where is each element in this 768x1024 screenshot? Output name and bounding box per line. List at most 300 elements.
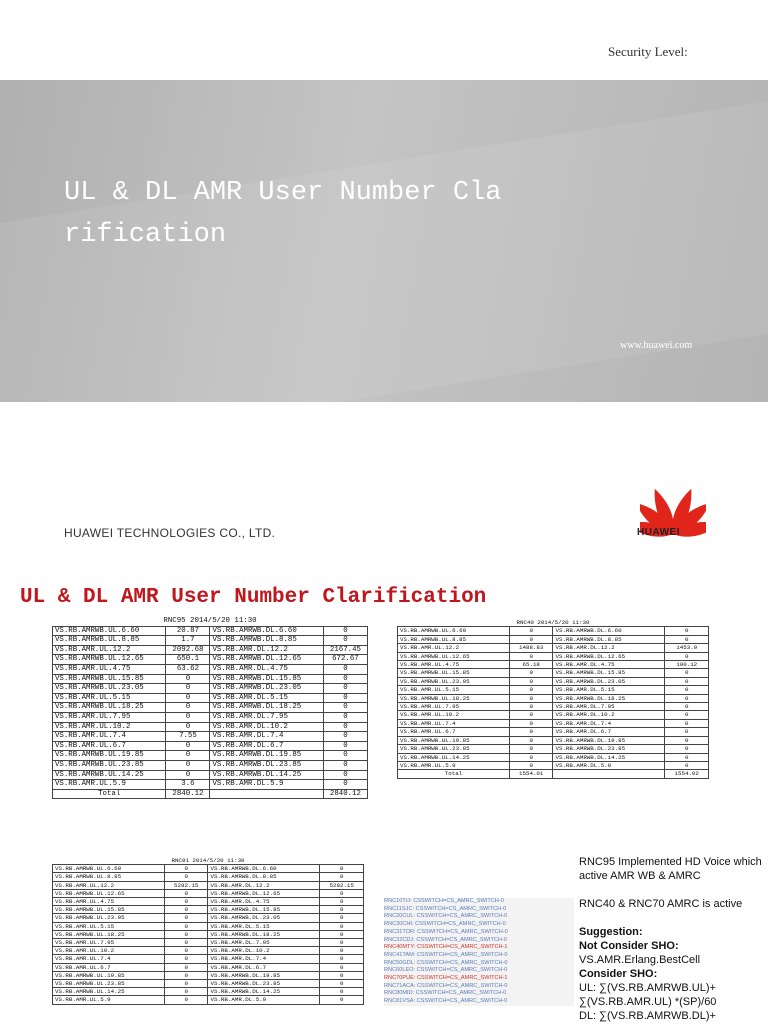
counter-name-cell: VS.RB.AMR.DL.5.9: [208, 996, 320, 1004]
note-ul-formula-2: ∑(VS.RB.AMR.UL) *(SP)/60: [579, 996, 717, 1008]
counter-value-cell: 0: [665, 635, 709, 643]
counter-name-cell: VS.RB.AMRWB.DL.23.05: [208, 914, 320, 922]
counter-name-cell: VS.RB.AMRWB.DL.23.05: [553, 677, 665, 685]
counter-name-cell: VS.RB.AMRWB.UL.14.25: [53, 770, 166, 780]
table-row: [53, 906, 364, 914]
counter-name-cell: VS.RB.AMRWB.DL.15.85: [210, 674, 323, 684]
counter-value-cell: 0: [323, 664, 367, 674]
table-row: [53, 996, 364, 1004]
counter-name-cell: VS.RB.AMRWB.DL.8.85: [208, 873, 320, 881]
counter-value-cell: 0: [323, 760, 367, 770]
counter-name-cell: VS.RB.AMRWB.UL.6.60: [53, 865, 165, 873]
counter-value-cell: 1488.83: [509, 644, 553, 652]
counter-value-cell: 0: [320, 947, 364, 955]
counter-name-cell: VS.RB.AMR.DL.7.95: [553, 703, 665, 711]
counter-name-cell: VS.RB.AMR.UL.7.95: [53, 712, 166, 722]
counter-value-cell: 0: [166, 693, 210, 703]
counter-value-cell: 0: [665, 669, 709, 677]
counter-value-cell: 0: [323, 703, 367, 713]
note-erlang: VS.AMR.Erlang.BestCell: [579, 954, 701, 966]
counter-name-cell: VS.RB.AMRWB.UL.8.85: [398, 635, 510, 643]
counter-value-cell: 0: [509, 719, 553, 727]
counter-name-cell: VS.RB.AMR.UL.10.2: [53, 722, 166, 732]
counter-value-cell: 0: [509, 694, 553, 702]
counter-name-cell: VS.RB.AMRWB.DL.23.85: [208, 980, 320, 988]
table-row: [398, 719, 709, 727]
counter-name-cell: VS.RB.AMR.DL.6.7: [208, 963, 320, 971]
counter-value-cell: 0: [509, 703, 553, 711]
counter-value-cell: 0: [320, 906, 364, 914]
cover-banner: [0, 80, 768, 402]
counter-name-cell: VS.RB.AMRWB.DL.19.85: [208, 971, 320, 979]
table-row: [53, 963, 364, 971]
counter-name-cell: VS.RB.AMR.DL.12.2: [553, 644, 665, 652]
counter-name-cell: VS.RB.AMRWB.UL.12.65: [53, 655, 166, 665]
counter-value-cell: 0: [164, 988, 208, 996]
counter-name-cell: VS.RB.AMR.UL.6.7: [53, 741, 166, 751]
counter-name-cell: VS.RB.AMR.UL.12.2: [53, 881, 165, 889]
counter-value-cell: 0: [323, 751, 367, 761]
csswitch-line: RNC10TIJ: CSSWITCH=CS_AMRC_SWITCH-0: [384, 898, 504, 904]
counter-value-cell: 0: [320, 873, 364, 881]
table-row: [53, 693, 368, 703]
counter-value-cell: 0: [323, 780, 367, 790]
table-row: [398, 677, 709, 685]
counter-value-cell: 1.7: [166, 636, 210, 646]
counter-name-cell: VS.RB.AMRWB.DL.12.65: [553, 652, 665, 660]
counter-value-cell: 100.12: [665, 661, 709, 669]
note-hd-voice: RNC95 Implemented HD Voice which active AMR WB & AMRC: [579, 856, 762, 882]
counter-name-cell: VS.RB.AMRWB.UL.19.85: [53, 971, 165, 979]
counter-name-cell: VS.RB.AMR.UL.5.15: [53, 922, 165, 930]
counter-value-cell: 0: [665, 719, 709, 727]
counter-name-cell: [210, 789, 323, 799]
counter-name-cell: VS.RB.AMR.UL.5.15: [53, 693, 166, 703]
counter-value-cell: 5292.15: [320, 881, 364, 889]
counter-value-cell: 0: [665, 711, 709, 719]
table-row: [53, 626, 368, 636]
table-row: [53, 741, 368, 751]
rnc40-table: [397, 619, 709, 779]
table-row: [53, 751, 368, 761]
counter-value-cell: 0: [323, 732, 367, 742]
counter-value-cell: 65.18: [509, 661, 553, 669]
table-row: [398, 652, 709, 660]
counter-value-cell: 0: [509, 736, 553, 744]
counter-value-cell: 0: [323, 626, 367, 636]
table-row: [53, 971, 364, 979]
counter-value-cell: 0: [166, 722, 210, 732]
table-row: [53, 732, 368, 742]
counter-name-cell: VS.RB.AMR.DL.12.2: [208, 881, 320, 889]
note-amrc: RNC40 & RNC70 AMRC is active: [579, 898, 743, 910]
counter-value-cell: 0: [166, 703, 210, 713]
counter-value-cell: 0: [509, 711, 553, 719]
counter-name-cell: VS.RB.AMR.DL.5.9: [210, 780, 323, 790]
table-row: [53, 922, 364, 930]
counter-value-cell: 0: [320, 980, 364, 988]
counter-name-cell: VS.RB.AMR.UL.4.75: [398, 661, 510, 669]
counter-value-cell: 0: [323, 636, 367, 646]
counter-value-cell: 0: [164, 996, 208, 1004]
csswitch-line: RNC20CUL: CSSWITCH=CS_AMRC_SWITCH-0: [384, 913, 508, 920]
counter-value-cell: 0: [665, 736, 709, 744]
counter-name-cell: VS.RB.AMR.UL.7.4: [53, 732, 166, 742]
table-row: [53, 684, 368, 694]
table-row: [398, 627, 709, 635]
counter-value-cell: 0: [665, 686, 709, 694]
counter-name-cell: VS.RB.AMRWB.DL.6.60: [208, 865, 320, 873]
counter-name-cell: VS.RB.AMR.DL.4.75: [210, 664, 323, 674]
counter-name-cell: VS.RB.AMRWB.UL.12.65: [53, 889, 165, 897]
counter-name-cell: VS.RB.AMRWB.UL.18.25: [53, 703, 166, 713]
counter-value-cell: 63.62: [166, 664, 210, 674]
table-caption: RNC91 2014/5/20 11:30: [53, 857, 364, 865]
counter-value-cell: 0: [509, 753, 553, 761]
table-row: [53, 898, 364, 906]
counter-value-cell: 0: [320, 963, 364, 971]
counter-value-cell: 0: [320, 939, 364, 947]
cover-url: www.huawei.com: [620, 340, 693, 351]
counter-value-cell: 0: [509, 677, 553, 685]
note-consider-sho: Consider SHO:: [579, 968, 658, 980]
counter-name-cell: VS.RB.AMRWB.UL.8.85: [53, 873, 165, 881]
counter-value-cell: 3.6: [166, 780, 210, 790]
counter-name-cell: VS.RB.AMRWB.UL.23.05: [398, 677, 510, 685]
counter-value-cell: 0: [320, 988, 364, 996]
table-row: [53, 645, 368, 655]
counter-name-cell: VS.RB.AMRWB.UL.15.85: [53, 674, 166, 684]
counter-name-cell: VS.RB.AMRWB.DL.14.25: [210, 770, 323, 780]
table-row: [53, 712, 368, 722]
table-row: [53, 674, 368, 684]
counter-name-cell: [553, 770, 665, 778]
counter-value-cell: 0: [320, 971, 364, 979]
counter-name-cell: VS.RB.AMR.UL.5.9: [53, 996, 165, 1004]
table-caption: RNC95 2014/5/20 11:30: [53, 617, 368, 626]
rnc91-table: [52, 857, 364, 1005]
counter-name-cell: VS.RB.AMRWB.DL.8.85: [210, 636, 323, 646]
counter-name-cell: VS.RB.AMRWB.UL.23.85: [398, 745, 510, 753]
counter-name-cell: Total: [53, 789, 166, 799]
counter-value-cell: 0: [665, 627, 709, 635]
counter-name-cell: VS.RB.AMR.UL.7.95: [398, 703, 510, 711]
counter-value-cell: 0: [665, 728, 709, 736]
counter-name-cell: VS.RB.AMR.DL.6.7: [210, 741, 323, 751]
csswitch-line: RNC81VSA: CSSWITCH=CS_AMRC_SWITCH-0: [384, 998, 508, 1005]
counter-name-cell: VS.RB.AMR.UL.6.7: [398, 728, 510, 736]
counter-value-cell: 5292.15: [164, 881, 208, 889]
counter-value-cell: 0: [509, 635, 553, 643]
counter-name-cell: VS.RB.AMRWB.UL.18.25: [53, 930, 165, 938]
counter-value-cell: 0: [665, 703, 709, 711]
counter-value-cell: 0: [164, 963, 208, 971]
table-caption: RNC40 2014/5/20 11:30: [398, 619, 709, 627]
counter-value-cell: 0: [320, 914, 364, 922]
counter-value-cell: 0: [166, 674, 210, 684]
counter-value-cell: 2167.45: [323, 645, 367, 655]
counter-name-cell: VS.RB.AMRWB.DL.6.60: [553, 627, 665, 635]
counter-name-cell: VS.RB.AMR.DL.7.95: [210, 712, 323, 722]
table-row: [53, 703, 368, 713]
table-row: [398, 661, 709, 669]
counter-value-cell: 2092.68: [166, 645, 210, 655]
counter-name-cell: VS.RB.AMR.DL.7.4: [208, 955, 320, 963]
csswitch-list: [384, 898, 574, 1006]
counter-name-cell: VS.RB.AMRWB.DL.23.85: [210, 760, 323, 770]
counter-name-cell: VS.RB.AMR.UL.7.4: [53, 955, 165, 963]
counter-value-cell: 0: [509, 728, 553, 736]
counter-value-cell: 2840.12: [323, 789, 367, 799]
counter-name-cell: Total: [398, 770, 510, 778]
counter-name-cell: VS.RB.AMR.DL.5.9: [553, 761, 665, 769]
counter-name-cell: VS.RB.AMRWB.DL.18.25: [208, 930, 320, 938]
counter-name-cell: VS.RB.AMR.DL.6.7: [553, 728, 665, 736]
counter-value-cell: 7.55: [166, 732, 210, 742]
counter-value-cell: 0: [166, 741, 210, 751]
counter-value-cell: 0: [166, 684, 210, 694]
note-not-consider-sho: Not Consider SHO:: [579, 940, 679, 952]
counter-value-cell: 0: [164, 939, 208, 947]
counter-name-cell: VS.RB.AMRWB.DL.18.25: [210, 703, 323, 713]
table-row: [398, 711, 709, 719]
counter-value-cell: 650.1: [166, 655, 210, 665]
counter-value-cell: 0: [323, 741, 367, 751]
counter-value-cell: 0: [323, 693, 367, 703]
note-suggestion: Suggestion:: [579, 926, 643, 938]
rnc95-table: [52, 617, 368, 799]
table-row: [53, 939, 364, 947]
counter-name-cell: VS.RB.AMRWB.UL.23.85: [53, 980, 165, 988]
counter-name-cell: VS.RB.AMRWB.DL.8.85: [553, 635, 665, 643]
counter-value-cell: 0: [166, 751, 210, 761]
table-row: [53, 770, 368, 780]
counter-value-cell: 0: [509, 627, 553, 635]
counter-name-cell: VS.RB.AMR.UL.12.2: [53, 645, 166, 655]
table-row: [398, 635, 709, 643]
counter-value-cell: 0: [509, 686, 553, 694]
counter-name-cell: VS.RB.AMR.DL.10.2: [210, 722, 323, 732]
counter-value-cell: 0: [164, 906, 208, 914]
counter-name-cell: VS.RB.AMR.UL.10.2: [53, 947, 165, 955]
counter-value-cell: 1453.9: [665, 644, 709, 652]
table-row: [53, 889, 364, 897]
counter-name-cell: VS.RB.AMR.DL.7.4: [553, 719, 665, 727]
counter-name-cell: VS.RB.AMRWB.DL.6.60: [210, 626, 323, 636]
counter-value-cell: 0: [320, 865, 364, 873]
notes-panel: [579, 855, 764, 1023]
table-row: [398, 694, 709, 702]
counter-name-cell: VS.RB.AMRWB.UL.6.60: [398, 627, 510, 635]
csswitch-line: RNC60LEO: CSSWITCH=CS_AMRC_SWITCH-0: [384, 967, 508, 974]
counter-value-cell: 0: [164, 873, 208, 881]
counter-value-cell: 0: [665, 652, 709, 660]
table-row: [398, 686, 709, 694]
table-row: [53, 722, 368, 732]
counter-value-cell: 0: [166, 760, 210, 770]
counter-name-cell: VS.RB.AMR.DL.10.2: [553, 711, 665, 719]
counter-name-cell: VS.RB.AMRWB.DL.15.85: [553, 669, 665, 677]
counter-name-cell: VS.RB.AMR.UL.4.75: [53, 664, 166, 674]
csswitch-line: RNC11SJC: CSSWITCH=CS_AMRC_SWITCH-0: [384, 905, 507, 912]
counter-value-cell: 0: [323, 712, 367, 722]
counter-value-cell: 0: [665, 694, 709, 702]
counter-name-cell: VS.RB.AMR.DL.5.15: [208, 922, 320, 930]
table-row: [53, 780, 368, 790]
table-row: [53, 914, 364, 922]
counter-value-cell: 0: [509, 652, 553, 660]
counter-name-cell: VS.RB.AMR.UL.4.75: [53, 898, 165, 906]
table-row: [53, 760, 368, 770]
csswitch-line: RNC31TOR: CSSWITCH=CS_AMRC_SWITCH-0: [384, 928, 508, 935]
counter-value-cell: 0: [166, 770, 210, 780]
counter-value-cell: 0: [320, 930, 364, 938]
table-row: [53, 947, 364, 955]
counter-value-cell: 0: [164, 947, 208, 955]
counter-value-cell: 0: [323, 674, 367, 684]
counter-value-cell: 0: [665, 753, 709, 761]
table-row: [398, 753, 709, 761]
table-row: [398, 736, 709, 744]
table-row: [53, 655, 368, 665]
counter-name-cell: VS.RB.AMRWB.UL.23.05: [53, 684, 166, 694]
counter-name-cell: VS.RB.AMRWB.DL.12.65: [210, 655, 323, 665]
counter-name-cell: VS.RB.AMR.UL.5.15: [398, 686, 510, 694]
counter-name-cell: VS.RB.AMRWB.UL.19.85: [398, 736, 510, 744]
counter-value-cell: 0: [665, 761, 709, 769]
counter-name-cell: VS.RB.AMR.UL.10.2: [398, 711, 510, 719]
counter-name-cell: VS.RB.AMRWB.DL.18.25: [553, 694, 665, 702]
counter-value-cell: 0: [323, 722, 367, 732]
csswitch-line: RNC41TAM: CSSWITCH=CS_AMRC_SWITCH-0: [384, 951, 508, 958]
counter-value-cell: 0: [164, 971, 208, 979]
counter-name-cell: VS.RB.AMR.DL.4.75: [208, 898, 320, 906]
table-row: [398, 644, 709, 652]
counter-name-cell: VS.RB.AMR.DL.7.4: [210, 732, 323, 742]
table-row: [53, 955, 364, 963]
slide-title: UL & DL AMR User Number Clarification: [20, 586, 487, 609]
counter-name-cell: VS.RB.AMRWB.UL.15.85: [398, 669, 510, 677]
table-row: [398, 728, 709, 736]
counter-name-cell: VS.RB.AMRWB.DL.15.85: [208, 906, 320, 914]
counter-name-cell: VS.RB.AMR.DL.4.75: [553, 661, 665, 669]
counter-value-cell: 0: [164, 914, 208, 922]
table-row: [53, 664, 368, 674]
counter-name-cell: VS.RB.AMR.UL.5.9: [398, 761, 510, 769]
counter-name-cell: VS.RB.AMRWB.DL.12.65: [208, 889, 320, 897]
counter-value-cell: 0: [164, 930, 208, 938]
counter-name-cell: VS.RB.AMRWB.UL.6.60: [53, 626, 166, 636]
csswitch-line: RNC70PUE: CSSWITCH=CS_AMRC_SWITCH-1: [384, 975, 508, 982]
counter-value-cell: 0: [164, 922, 208, 930]
note-dl-formula-1: DL: ∑(VS.RB.AMRWB.DL)+: [579, 1010, 716, 1022]
table-row: [53, 873, 364, 881]
counter-name-cell: VS.RB.AMRWB.DL.14.25: [553, 753, 665, 761]
counter-name-cell: VS.RB.AMRWB.UL.18.25: [398, 694, 510, 702]
counter-name-cell: VS.RB.AMRWB.UL.23.85: [53, 760, 166, 770]
csswitch-line: RNC71ACA: CSSWITCH=CS_AMRC_SWITCH-0: [384, 982, 508, 989]
counter-name-cell: VS.RB.AMRWB.UL.19.85: [53, 751, 166, 761]
cover-title: UL & DL AMR User Number Cla rification: [64, 178, 502, 250]
table-row: [53, 980, 364, 988]
company-name: HUAWEI TECHNOLOGIES CO., LTD.: [64, 526, 276, 540]
counter-value-cell: 0: [164, 955, 208, 963]
counter-name-cell: VS.RB.AMRWB.DL.19.85: [553, 736, 665, 744]
counter-name-cell: VS.RB.AMRWB.UL.14.25: [398, 753, 510, 761]
table-row: [53, 789, 368, 799]
security-level-label: Security Level:: [608, 44, 688, 59]
counter-value-cell: 2840.12: [166, 789, 210, 799]
counter-name-cell: VS.RB.AMRWB.DL.19.85: [210, 751, 323, 761]
counter-value-cell: 0: [320, 996, 364, 1004]
counter-value-cell: 0: [164, 865, 208, 873]
counter-name-cell: VS.RB.AMRWB.DL.23.05: [210, 684, 323, 694]
counter-name-cell: VS.RB.AMR.DL.12.2: [210, 645, 323, 655]
counter-name-cell: VS.RB.AMR.DL.5.15: [553, 686, 665, 694]
counter-name-cell: VS.RB.AMR.UL.5.9: [53, 780, 166, 790]
counter-value-cell: 0: [509, 669, 553, 677]
counter-value-cell: 0: [323, 770, 367, 780]
counter-name-cell: VS.RB.AMRWB.UL.23.05: [53, 914, 165, 922]
table-row: [53, 881, 364, 889]
counter-value-cell: 1554.02: [665, 770, 709, 778]
table-row: [53, 636, 368, 646]
counter-name-cell: VS.RB.AMRWB.UL.8.85: [53, 636, 166, 646]
counter-value-cell: 0: [320, 889, 364, 897]
counter-name-cell: VS.RB.AMRWB.UL.14.25: [53, 988, 165, 996]
counter-value-cell: 0: [164, 889, 208, 897]
counter-name-cell: VS.RB.AMRWB.DL.14.25: [208, 988, 320, 996]
counter-name-cell: VS.RB.AMRWB.DL.23.85: [553, 745, 665, 753]
counter-value-cell: 20.87: [166, 626, 210, 636]
counter-value-cell: 0: [665, 745, 709, 753]
counter-value-cell: 0: [320, 955, 364, 963]
counter-value-cell: 0: [164, 898, 208, 906]
counter-name-cell: VS.RB.AMR.DL.7.95: [208, 939, 320, 947]
csswitch-line: RNC30CHI: CSSWITCH=CS_AMRC_SWITCH-0: [384, 921, 506, 928]
counter-name-cell: VS.RB.AMR.UL.7.95: [53, 939, 165, 947]
table-row: [398, 669, 709, 677]
counter-value-cell: 0: [164, 980, 208, 988]
counter-name-cell: VS.RB.AMR.DL.5.15: [210, 693, 323, 703]
table-row: [53, 930, 364, 938]
counter-value-cell: 0: [320, 922, 364, 930]
counter-value-cell: 0: [509, 761, 553, 769]
table-row: [398, 703, 709, 711]
counter-value-cell: 0: [509, 745, 553, 753]
counter-value-cell: 1554.01: [509, 770, 553, 778]
counter-name-cell: VS.RB.AMR.UL.7.4: [398, 719, 510, 727]
counter-name-cell: VS.RB.AMRWB.UL.15.85: [53, 906, 165, 914]
counter-value-cell: 0: [166, 712, 210, 722]
counter-value-cell: 0: [665, 677, 709, 685]
counter-value-cell: 672.67: [323, 655, 367, 665]
csswitch-line: RNC40MTY: CSSWITCH=CS_AMRC_SWITCH-1: [384, 944, 508, 951]
counter-name-cell: VS.RB.AMRWB.UL.12.65: [398, 652, 510, 660]
note-ul-formula-1: UL: ∑(VS.RB.AMRWB.UL)+: [579, 982, 716, 994]
table-row: [53, 865, 364, 873]
csswitch-line: RNC32CDJ: CSSWITCH=CS_AMRC_SWITCH-0: [384, 936, 507, 943]
counter-name-cell: VS.RB.AMR.UL.6.7: [53, 963, 165, 971]
table-row: [53, 988, 364, 996]
csswitch-line: RNC50GDL: CSSWITCH=CS_AMRC_SWITCH-0: [384, 959, 508, 966]
counter-value-cell: 0: [323, 684, 367, 694]
table-row: [398, 761, 709, 769]
logo-text: HUAWEI: [637, 527, 680, 538]
counter-name-cell: VS.RB.AMR.DL.10.2: [208, 947, 320, 955]
table-row: [398, 770, 709, 778]
counter-name-cell: VS.RB.AMR.UL.12.2: [398, 644, 510, 652]
